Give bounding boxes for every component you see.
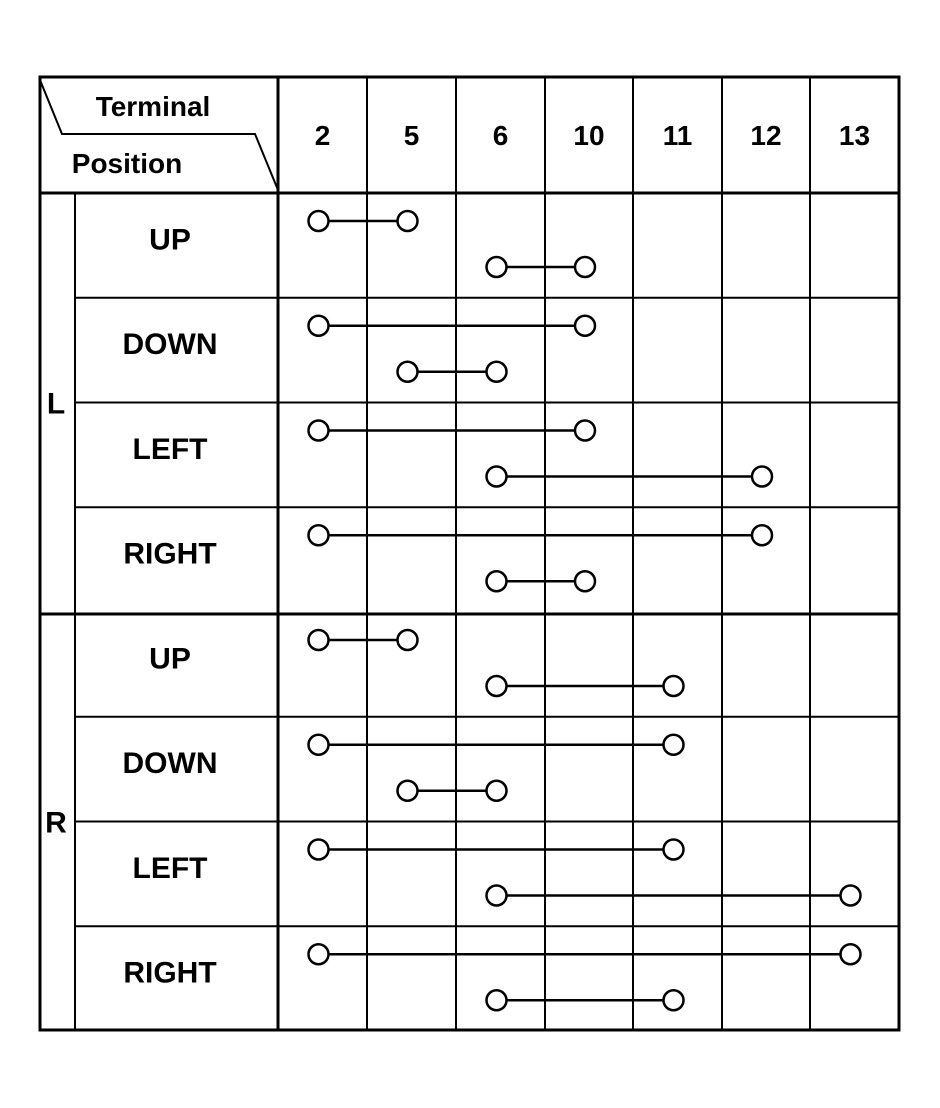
terminal-contact-circle bbox=[841, 886, 861, 906]
position-row-labels bbox=[123, 223, 218, 989]
position-label: DOWN bbox=[122, 747, 218, 781]
connection-2-12 bbox=[309, 525, 773, 545]
connection-6-13 bbox=[487, 886, 861, 906]
terminal-label: 12 bbox=[750, 120, 782, 151]
terminal-contact-circle bbox=[487, 257, 507, 277]
position-header-label: Position bbox=[71, 148, 183, 179]
terminal-contact-circle bbox=[841, 944, 861, 964]
terminal-contact-circle bbox=[309, 211, 329, 231]
terminal-contact-circle bbox=[575, 421, 595, 441]
terminal-label: 5 bbox=[403, 120, 420, 151]
position-label: LEFT bbox=[132, 432, 208, 466]
terminal-label: 6 bbox=[492, 120, 509, 151]
terminal-contact-circle bbox=[752, 525, 772, 545]
connection-6-10 bbox=[487, 257, 596, 277]
position-label: UP bbox=[149, 223, 191, 257]
terminal-contact-circle bbox=[664, 990, 684, 1010]
connection-6-10 bbox=[487, 571, 596, 591]
terminal-contact-circle bbox=[398, 211, 418, 231]
terminal-label: 11 bbox=[662, 120, 693, 151]
terminal-contact-circle bbox=[487, 362, 507, 382]
terminal-contact-circle bbox=[309, 944, 329, 964]
terminal-contact-circle bbox=[309, 525, 329, 545]
connection-5-6 bbox=[398, 362, 507, 382]
connection-2-10 bbox=[309, 316, 596, 336]
terminal-contact-circle bbox=[575, 257, 595, 277]
connection-6-11 bbox=[487, 676, 684, 696]
terminal-contact-circle bbox=[309, 840, 329, 860]
terminal-contact-circle bbox=[752, 467, 772, 487]
position-label: LEFT bbox=[132, 851, 208, 885]
continuity-connections bbox=[309, 211, 861, 1010]
terminal-contact-circle bbox=[664, 735, 684, 755]
terminal-contact-circle bbox=[487, 676, 507, 696]
terminal-contact-circle bbox=[309, 421, 329, 441]
terminal-contact-circle bbox=[487, 990, 507, 1010]
terminal-label: 2 bbox=[314, 120, 331, 151]
terminal-contact-circle bbox=[487, 886, 507, 906]
connection-2-10 bbox=[309, 421, 596, 441]
terminal-contact-circle bbox=[398, 362, 418, 382]
terminal-contact-circle bbox=[664, 676, 684, 696]
group-label: L bbox=[46, 387, 66, 421]
connection-2-11 bbox=[309, 735, 684, 755]
connection-2-13 bbox=[309, 944, 861, 964]
group-label: R bbox=[45, 806, 67, 840]
terminal-contact-circle bbox=[309, 735, 329, 755]
terminal-contact-circle bbox=[398, 630, 418, 650]
connection-6-11 bbox=[487, 990, 684, 1010]
connection-2-5 bbox=[309, 211, 418, 231]
terminal-contact-circle bbox=[487, 467, 507, 487]
terminal-contact-circle bbox=[575, 316, 595, 336]
terminal-number-labels bbox=[315, 120, 870, 151]
position-label: RIGHT bbox=[123, 537, 217, 571]
terminal-contact-circle bbox=[309, 630, 329, 650]
terminal-header-label: Terminal bbox=[95, 91, 211, 122]
connection-2-11 bbox=[309, 840, 684, 860]
connection-6-12 bbox=[487, 467, 773, 487]
connection-2-5 bbox=[309, 630, 418, 650]
terminal-label: 10 bbox=[573, 120, 605, 151]
terminal-label: 13 bbox=[838, 120, 871, 151]
connection-5-6 bbox=[398, 781, 507, 801]
position-label: DOWN bbox=[122, 328, 218, 362]
terminal-contact-circle bbox=[664, 840, 684, 860]
terminal-contact-circle bbox=[309, 316, 329, 336]
terminal-contact-circle bbox=[398, 781, 418, 801]
terminal-contact-circle bbox=[487, 571, 507, 591]
terminal-contact-circle bbox=[487, 781, 507, 801]
terminal-contact-circle bbox=[575, 571, 595, 591]
position-label: RIGHT bbox=[123, 956, 217, 990]
position-label: UP bbox=[149, 642, 191, 676]
